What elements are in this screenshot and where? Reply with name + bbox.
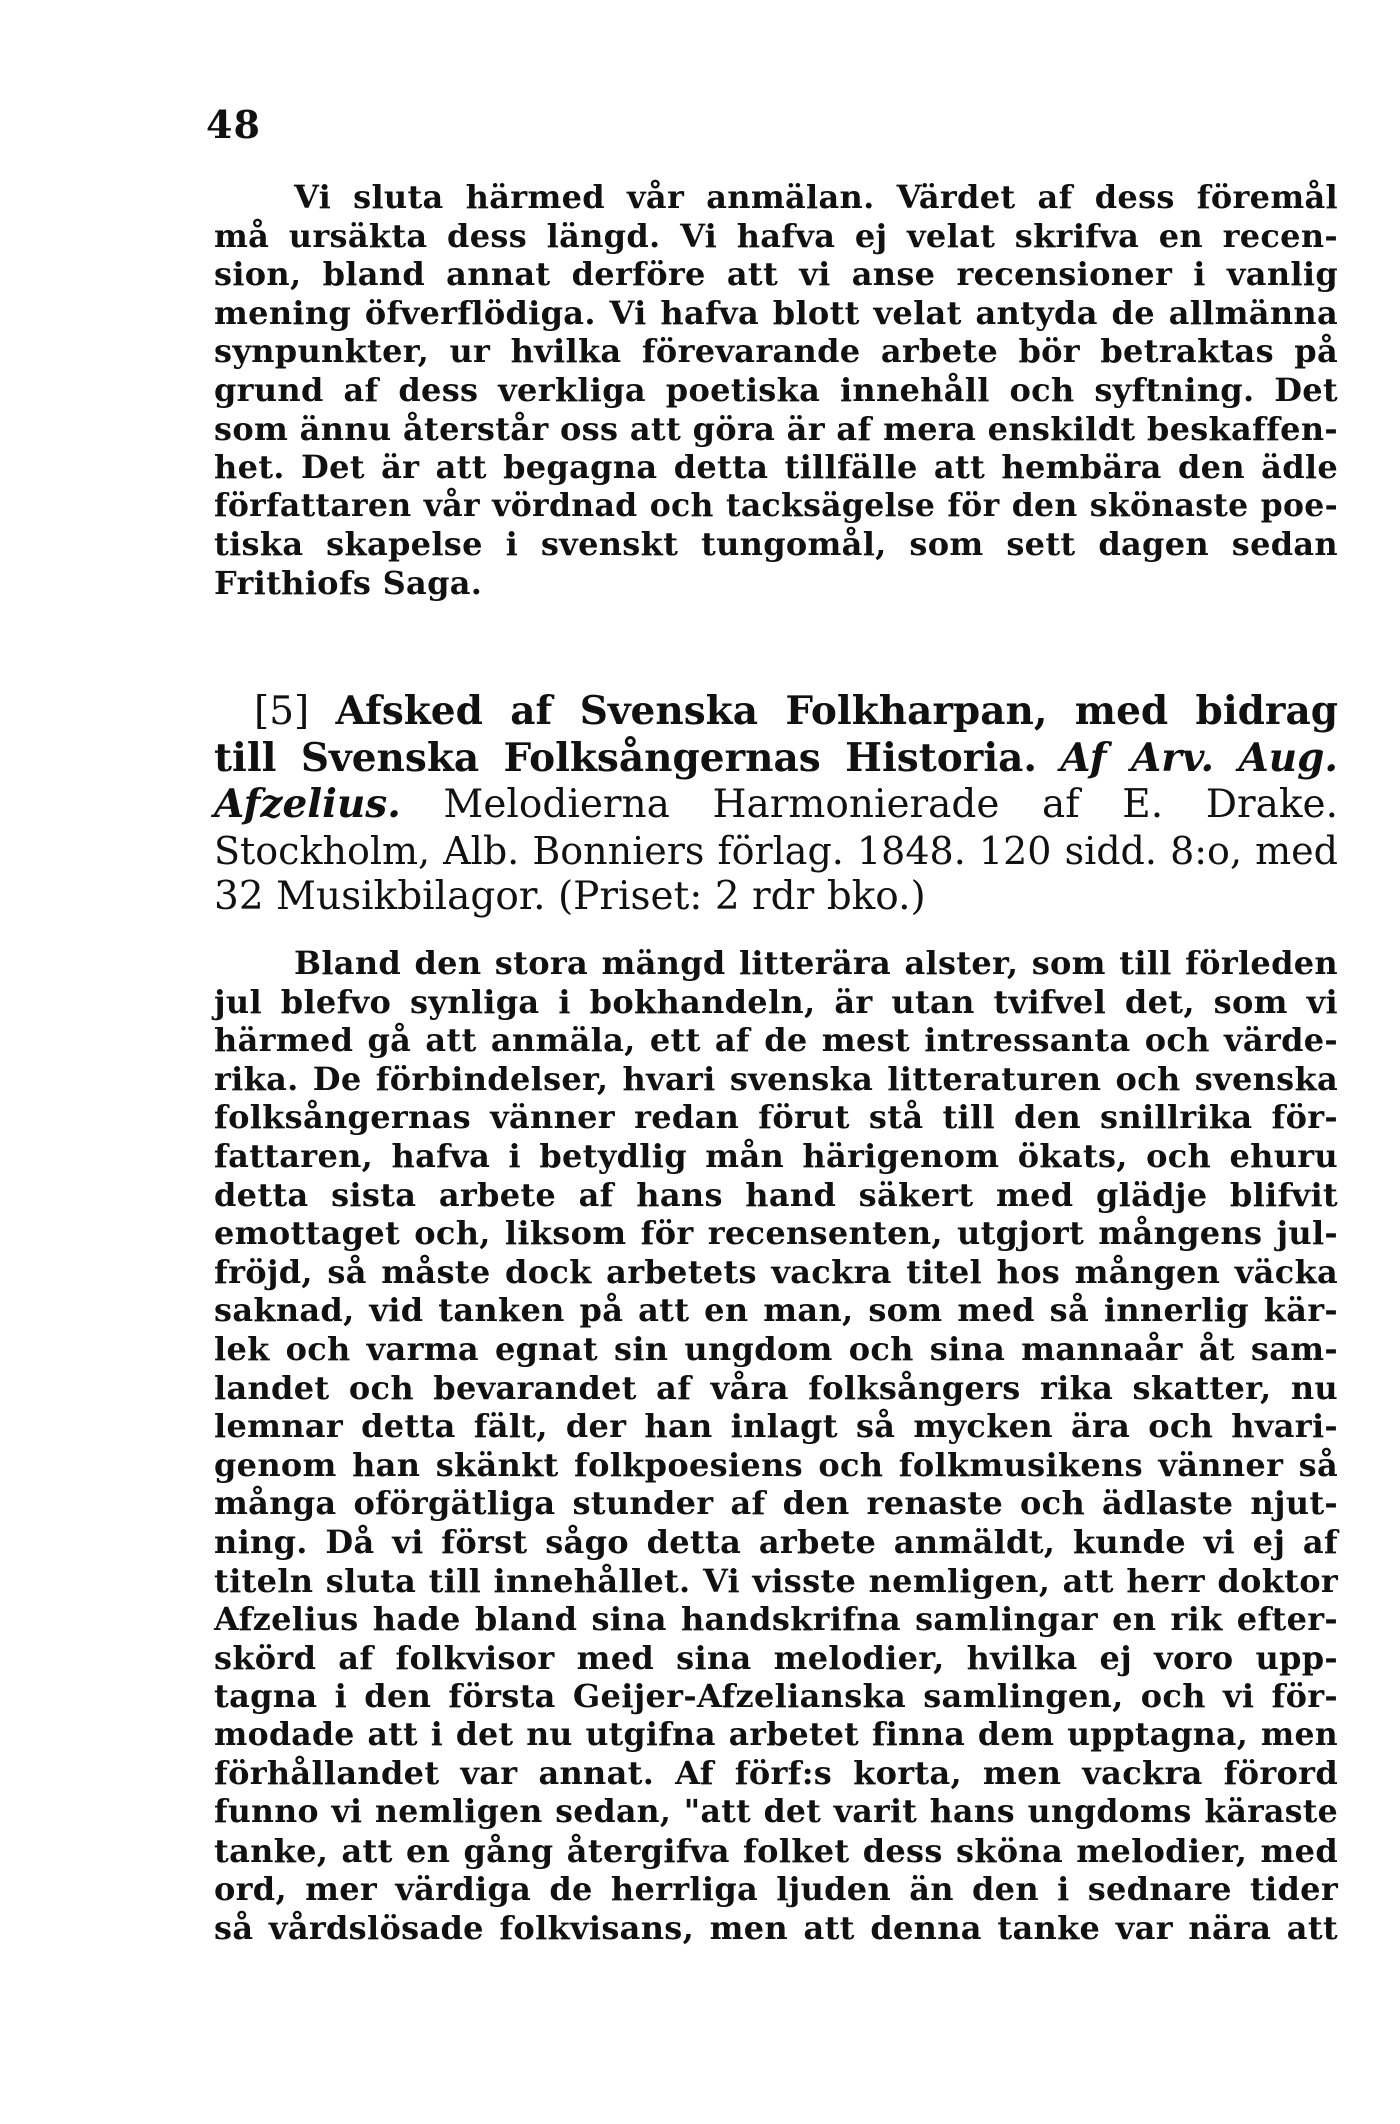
text-line: tanke, att en gång återgifva folket dess sköna melodier, med [214, 1831, 1338, 1870]
text-line: författaren vår vördnad och tacksägelse för den skönaste poe- [214, 486, 1338, 524]
text-line: genom han skänkt folkpoesiens och folkmusikens vänner så [214, 1445, 1338, 1484]
text-line: må ursäkta dess längd. Vi hafva ej velat skrifva en recen- [214, 216, 1338, 255]
review-heading [214, 688, 1338, 921]
text-line: funno vi nemligen sedan, "att det varit hans ungdoms käraste [214, 1793, 1338, 1831]
text-line: ning. Då vi först sågo detta arbete anmäldt, kunde vi ej af [214, 1522, 1338, 1561]
text-line: Vi sluta härmed vår anmälan. Värdet af dess föremål [294, 178, 1338, 216]
book-title: Afsked af Svenska Folkharpan, med bidrag [335, 688, 1338, 734]
publication-details: Stockholm, Alb. Bonniers förlag. 1848. 120 sidd. 8:o, med [214, 828, 1338, 873]
review-body [214, 944, 1338, 1947]
heading-line [214, 688, 1338, 735]
text-line: detta sista arbete af hans hand säkert med glädje blifvit [214, 1175, 1338, 1214]
text-line: synpunkter, ur hvilka förevarande arbete bör betraktas på [214, 332, 1338, 371]
author-line: Af Arv. Aug. [1060, 734, 1338, 781]
book-title-continued: till Svenska Folksångernas Historia. [214, 734, 1037, 781]
entry-number: [5] [254, 689, 310, 734]
text-line: jul blefvo synliga i bokhandeln, är utan tvifvel det, som vi [214, 982, 1338, 1021]
text-line: saknad, vid tanken på att en man, som med så innerlig kär- [214, 1291, 1338, 1330]
melody-credit: Melodierna Harmonierade af E. Drake. [443, 782, 1338, 827]
text-line: skörd af folkvisor med sina melodier, hvilka ej voro upp- [214, 1638, 1338, 1677]
intro-paragraph [214, 178, 1338, 603]
heading-line [214, 781, 1338, 828]
text-line: tagna i den första Geijer-Afzelianska samlingen, och vi för- [214, 1677, 1338, 1716]
page-number: 48 [206, 102, 261, 147]
text-line: lemnar detta fält, der han inlagt så mycken ära och hvari- [214, 1407, 1338, 1446]
text-line: så vårdslösade folkvisans, men att denna tanke var nära att [214, 1908, 1338, 1947]
text-line: rika. De förbindelser, hvari svenska litteraturen och svenska [214, 1059, 1338, 1098]
text-line: fattaren, hafva i betydlig mån härigenom ökats, och ehuru [214, 1136, 1338, 1175]
text-line: modade att i det nu utgifna arbetet finna dem upptagna, men [214, 1715, 1338, 1753]
heading-line [214, 735, 1338, 782]
text-line: härmed gå att anmäla, ett af de mest intressanta och värde- [214, 1021, 1338, 1060]
text-line: het. Det är att begagna detta tillfälle att hembära den ädle [214, 448, 1338, 487]
publication-details: 32 Musikbilagor. (Priset: 2 rdr bko.) [214, 874, 926, 919]
text-line: sion, bland annat derföre att vi anse recensioner i vanlig [214, 255, 1338, 294]
text-line: emottaget och, liksom för recensenten, utgjort mångens jul- [214, 1214, 1338, 1253]
text-line: många oförgätliga stunder af den renaste och ädlaste njut- [214, 1484, 1338, 1523]
text-line: fröjd, så måste dock arbetets vackra titel hos mången väcka [214, 1252, 1338, 1291]
text-line: Frithiofs Saga. [214, 563, 483, 602]
text-line: förhållandet var annat. Af förf:s korta, men vackra förord [214, 1754, 1338, 1793]
text-line: landet och bevarandet af våra folksångers rika skatter, nu [214, 1368, 1338, 1407]
text-line: som ännu återstår oss att göra är af mera enskildt beskaffen- [214, 409, 1338, 448]
text-line: ord, mer värdiga de herrliga ljuden än den i sednare tider [214, 1870, 1338, 1909]
text-line: lek och varma egnat sin ungdom och sina mannaår åt sam- [214, 1329, 1338, 1368]
text-line: grund af dess verkliga poetiska innehåll och syftning. Det [214, 370, 1338, 409]
text-line: titeln sluta till innehållet. Vi visste nemligen, att herr doktor [214, 1561, 1338, 1600]
text-line: mening öfverflödiga. Vi hafva blott velat antyda de allmänna [214, 293, 1338, 332]
text-line: folksångernas vänner redan förut stå till den snillrika för- [214, 1098, 1338, 1137]
text-line: Bland den stora mängd litterära alster, som till förleden [294, 944, 1338, 982]
text-line: tiska skapelse i svenskt tungomål, som sett dagen sedan [214, 525, 1338, 564]
text-line: Afzelius hade bland sina handskrifna samlingar en rik efter- [214, 1600, 1338, 1639]
author-surname: Afzelius. [214, 781, 401, 827]
